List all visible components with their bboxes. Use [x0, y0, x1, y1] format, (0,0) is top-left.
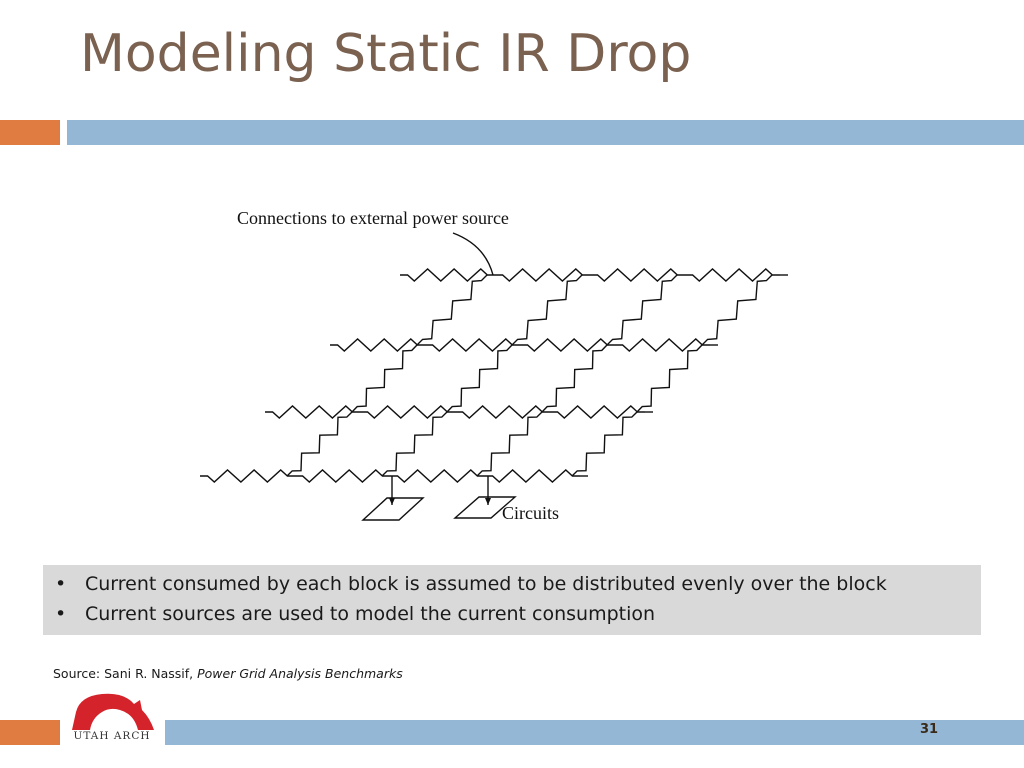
- power-connection-pointer: [453, 233, 493, 275]
- page-number: 31: [920, 722, 939, 737]
- vertical-resistor: [447, 345, 512, 412]
- footer-accent-orange: [0, 720, 60, 745]
- horizontal-resistor: [330, 339, 425, 351]
- horizontal-resistor: [265, 406, 360, 418]
- horizontal-resistor: [495, 269, 590, 281]
- horizontal-resistor: [400, 269, 495, 281]
- slide-title: Modeling Static IR Drop: [80, 24, 692, 84]
- horizontal-resistor: [360, 406, 455, 418]
- vertical-resistor: [542, 345, 607, 412]
- bullet-text: Current sources are used to model the current consumption: [85, 603, 656, 625]
- vertical-resistor: [477, 412, 542, 476]
- horizontal-resistor: [295, 470, 390, 482]
- circuits-label: Circuits: [502, 503, 559, 523]
- horizontal-resistor: [485, 470, 580, 482]
- resistor-grid-svg: [195, 200, 795, 530]
- horizontal-resistor: [455, 406, 550, 418]
- vertical-resistor: [702, 275, 772, 345]
- horizontal-resistor: [200, 470, 295, 482]
- header-accent-blue: [67, 120, 1024, 145]
- vertical-resistor: [637, 345, 702, 412]
- horizontal-resistor: [550, 406, 645, 418]
- horizontal-resistor: [520, 339, 615, 351]
- footer-accent-blue: [165, 720, 1024, 745]
- circuit-block-1: [363, 476, 423, 520]
- power-grid-diagram: [195, 200, 795, 530]
- source-work: Power Grid Analysis Benchmarks: [197, 666, 403, 681]
- arch-icon: [62, 690, 162, 732]
- vertical-resistor: [352, 345, 417, 412]
- bullet-item: [55, 603, 655, 625]
- header-accent-orange: [0, 120, 60, 145]
- vertical-resistor: [572, 412, 637, 476]
- source-citation: [53, 666, 403, 681]
- horizontal-resistor: [685, 269, 780, 281]
- vertical-resistor: [607, 275, 677, 345]
- vertical-resistor: [382, 412, 447, 476]
- horizontal-resistor: [615, 339, 710, 351]
- vertical-resistor: [417, 275, 487, 345]
- bullet-item: [55, 573, 887, 595]
- vertical-resistor: [287, 412, 352, 476]
- vertical-resistor: [512, 275, 582, 345]
- source-prefix: Source: Sani R. Nassif,: [53, 666, 198, 681]
- horizontal-resistor: [425, 339, 520, 351]
- bullet-icon: •: [55, 573, 67, 595]
- bullet-icon: •: [55, 603, 67, 625]
- bullet-text: Current consumed by each block is assumed to be distributed evenly over the block: [85, 573, 887, 595]
- horizontal-resistor: [390, 470, 485, 482]
- logo-text: UTAH ARCH: [73, 730, 151, 742]
- power-source-label: Connections to external power source: [237, 208, 509, 228]
- utah-arch-logo: [62, 690, 162, 748]
- bullet-box: [43, 565, 981, 635]
- horizontal-resistor: [590, 269, 685, 281]
